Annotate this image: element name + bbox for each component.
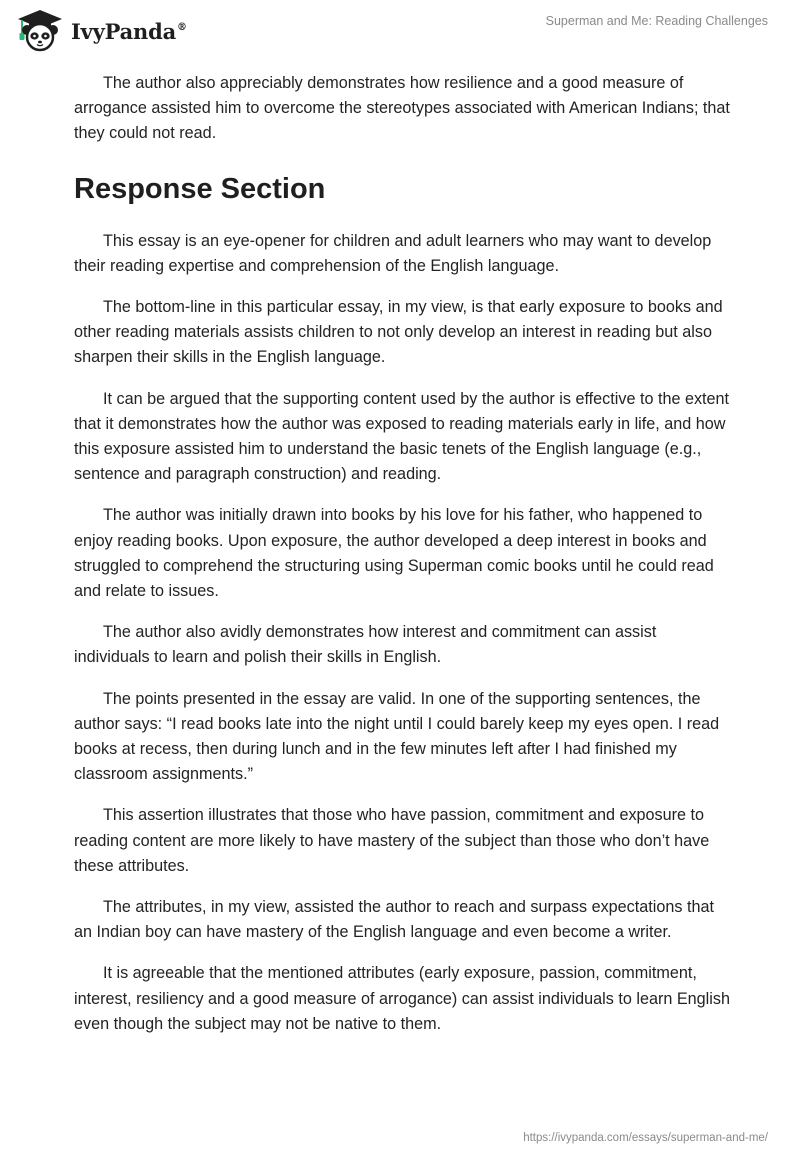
ivypanda-logo[interactable] — [16, 8, 187, 52]
body-paragraph: This assertion illustrates that those who have passion, commitment and exposure to reading content are more likely to have mastery of the subject than those who don’t have these attributes. — [74, 806, 710, 875]
body-paragraph: The points presented in the essay are valid. In one of the supporting sentences, the author says: “I read books late into the night until I could barely keep my eyes open. I read books at recess, then during lunch and in the few minutes left after I had finished my classroom assignments.” — [74, 689, 720, 784]
body-paragraph: The author also avidly demonstrates how interest and commitment can assist individuals to learn and polish their skills in English. — [74, 623, 657, 667]
section-heading: Response Section — [74, 172, 326, 205]
source-url-link[interactable]: https://ivypanda.com/essays/superman-and-me/ — [523, 1132, 768, 1144]
intro-paragraph: The author also appreciably demonstrates how resilience and a good measure of arrogance assisted him to overcome the stereotypes associated with American Indians; that they could not read. — [74, 74, 730, 143]
body-paragraph: It is agreeable that the mentioned attributes (early exposure, passion, commitment, interest, resiliency and a good measure of arrogance) can assist individuals to learn English even though the subject may not be native to them. — [74, 964, 730, 1033]
body-paragraph: The attributes, in my view, assisted the author to reach and surpass expectations that an Indian boy can have mastery of the English language and even become a writer. — [74, 898, 714, 942]
registered-mark: ® — [177, 21, 187, 33]
body-paragraph: This essay is an eye-opener for children and adult learners who may want to develop their reading expertise and comprehension of the English language. — [74, 231, 712, 275]
body-paragraph: The bottom-line in this particular essay, in my view, is that early exposure to books and other reading materials assists children to not only develop an interest in reading but also sharpen their skills in the English language. — [74, 298, 723, 367]
document-title: Superman and Me: Reading Challenges — [545, 14, 768, 28]
body-paragraph: It can be argued that the supporting content used by the author is effective to the extent that it demonstrates how the author was exposed to reading materials early in life, and how this exposure assisted him to understand the basic tenets of the English language (e.g., sentence and paragraph construction) and reading. — [74, 389, 730, 484]
page-header — [0, 0, 800, 60]
panda-graduation-cap-icon — [16, 8, 64, 52]
body-paragraph: The author was initially drawn into books by his love for his father, who happened to enjoy reading books. Upon exposure, the author developed a deep interest in books and struggled to comprehend the structuring using Superman comic books until he could read and relate to issues. — [74, 506, 714, 601]
brand-name: IvyPanda® — [71, 18, 187, 44]
essay-body — [74, 71, 734, 1053]
